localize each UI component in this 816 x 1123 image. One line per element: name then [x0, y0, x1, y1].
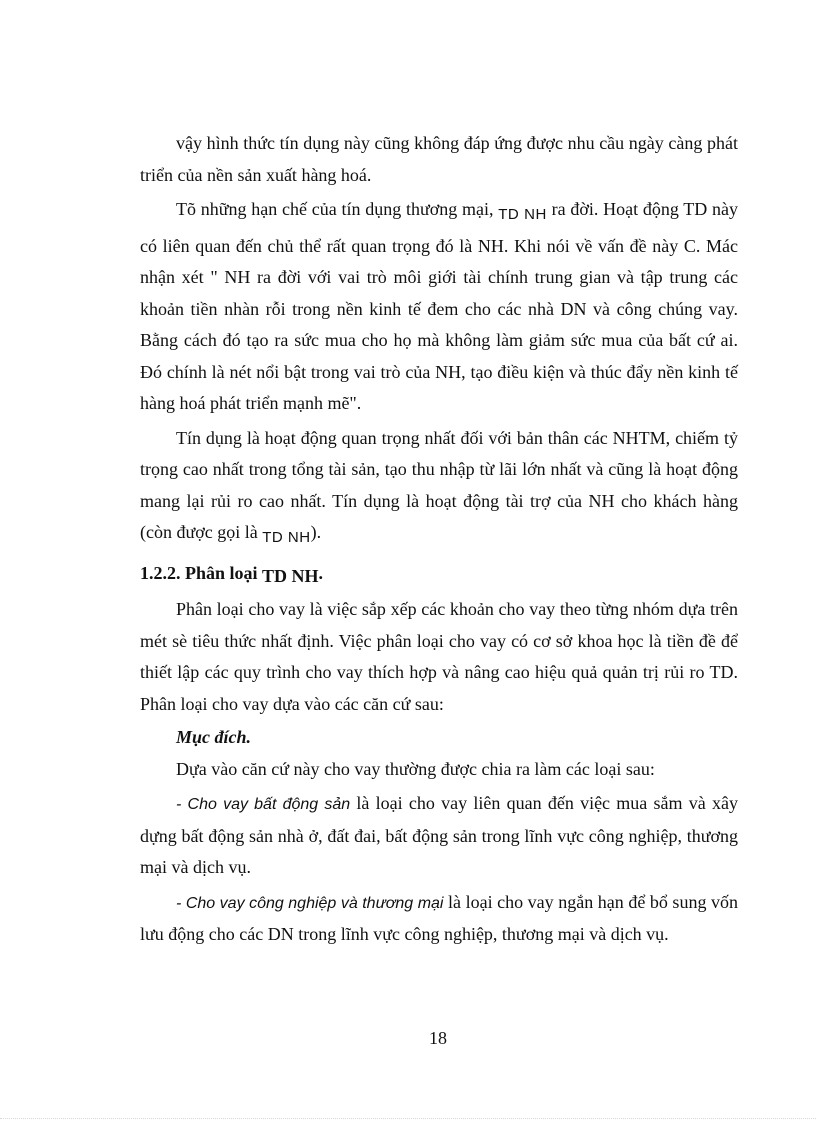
paragraph-text: là loại cho vay ngắn hạn để bổ sung vốn lưu động cho các DN trong lĩnh vực công nghiệp, thương mại và dịch vụ. — [140, 891, 738, 944]
section-heading-suffix: . — [318, 562, 324, 583]
paragraph-credit-limits — [140, 128, 738, 191]
section-heading-prefix: 1.2.2. Phân loại — [140, 562, 263, 583]
term-commercial-loan: - Cho vay công nghiệp và thương mại — [176, 894, 444, 912]
abbreviation-td-nh: TD NH — [262, 529, 311, 546]
page-number: 18 — [429, 1028, 447, 1048]
sub-heading-purpose: Mục đích. — [176, 727, 252, 747]
section-heading — [140, 558, 738, 593]
document-page — [140, 128, 738, 951]
paragraph-text: là loại cho vay liên quan đến việc mua sắm và xây dựng bất động sản nhà ở, đất đai, bất động sản trong lĩnh vực công nghiệp, thương mại và dịch vụ. — [140, 793, 739, 877]
paragraph-credit-importance — [140, 423, 738, 554]
paragraph-text: ). — [310, 522, 322, 542]
paragraph-text: vậy hình thức tín dụng này cũng không đáp ứng được nhu cầu ngày càng phát triển của nền sản xuất hàng hoá. — [140, 133, 738, 185]
paragraph-purpose-intro — [140, 754, 738, 786]
page-bottom-divider — [0, 1118, 816, 1119]
section-heading-abbr: TD NH — [262, 565, 319, 586]
term-real-estate-loan: - Cho vay bất động sản — [176, 796, 351, 813]
abbreviation-td-nh: TD NH — [498, 206, 547, 223]
paragraph-text: Phân loại cho vay là việc sắp xếp các khoản cho vay theo từng nhóm dựa trên mét sè tiêu thức nhất định. Việc phân loại cho vay có cơ sở khoa học là tiền đề để thiết lập các quy trình cho vay thích hợp và nâng cao hiệu quả quản trị rủi ro TD. Phân loại cho vay dựa vào các căn cứ sau: — [140, 599, 738, 714]
paragraph-text: Tõ những hạn chế của tín dụng thương mại, — [176, 199, 499, 219]
paragraph-text: Tín dụng là hoạt động quan trọng nhất đối với bản thân các NHTM, chiếm tỷ trọng cao nhất trong tổng tài sản, tạo thu nhập từ lãi lớn nhất và cũng là hoạt động mang lại rủi ro cao nhất. Tín dụng là hoạt động tài trợ của NH cho khách hàng (còn được gọi là — [140, 427, 738, 542]
paragraph-text: Dựa vào căn cứ này cho vay thường được chia ra làm các loại sau: — [176, 758, 655, 779]
paragraph-classification-intro — [140, 594, 738, 720]
paragraph-text: ra đời. Hoạt động TD này có liên quan đến chủ thể rất quan trọng đó là NH. Khi nói về vấn đề này C. Mác nhận xét " NH ra đời với vai trò môi giới tài chính trung gian và tập trung các khoản tiền nhàn rỗi trong nền kinh tế đem cho các nhà DN và công chúng vay. Bằng cách đó tạo ra sức mua cho họ mà không làm giảm sức mua của bất cứ ai. Đó chính là nét nổi bật trong vai trò của NH, tạo điều kiện và thúc đẩy nền kinh tế hàng hoá phát triển mạnh mẽ". — [140, 199, 739, 413]
list-item-commercial-loan — [140, 887, 738, 951]
list-item-real-estate-loan — [140, 788, 738, 884]
paragraph-bank-credit-origin — [140, 194, 738, 420]
